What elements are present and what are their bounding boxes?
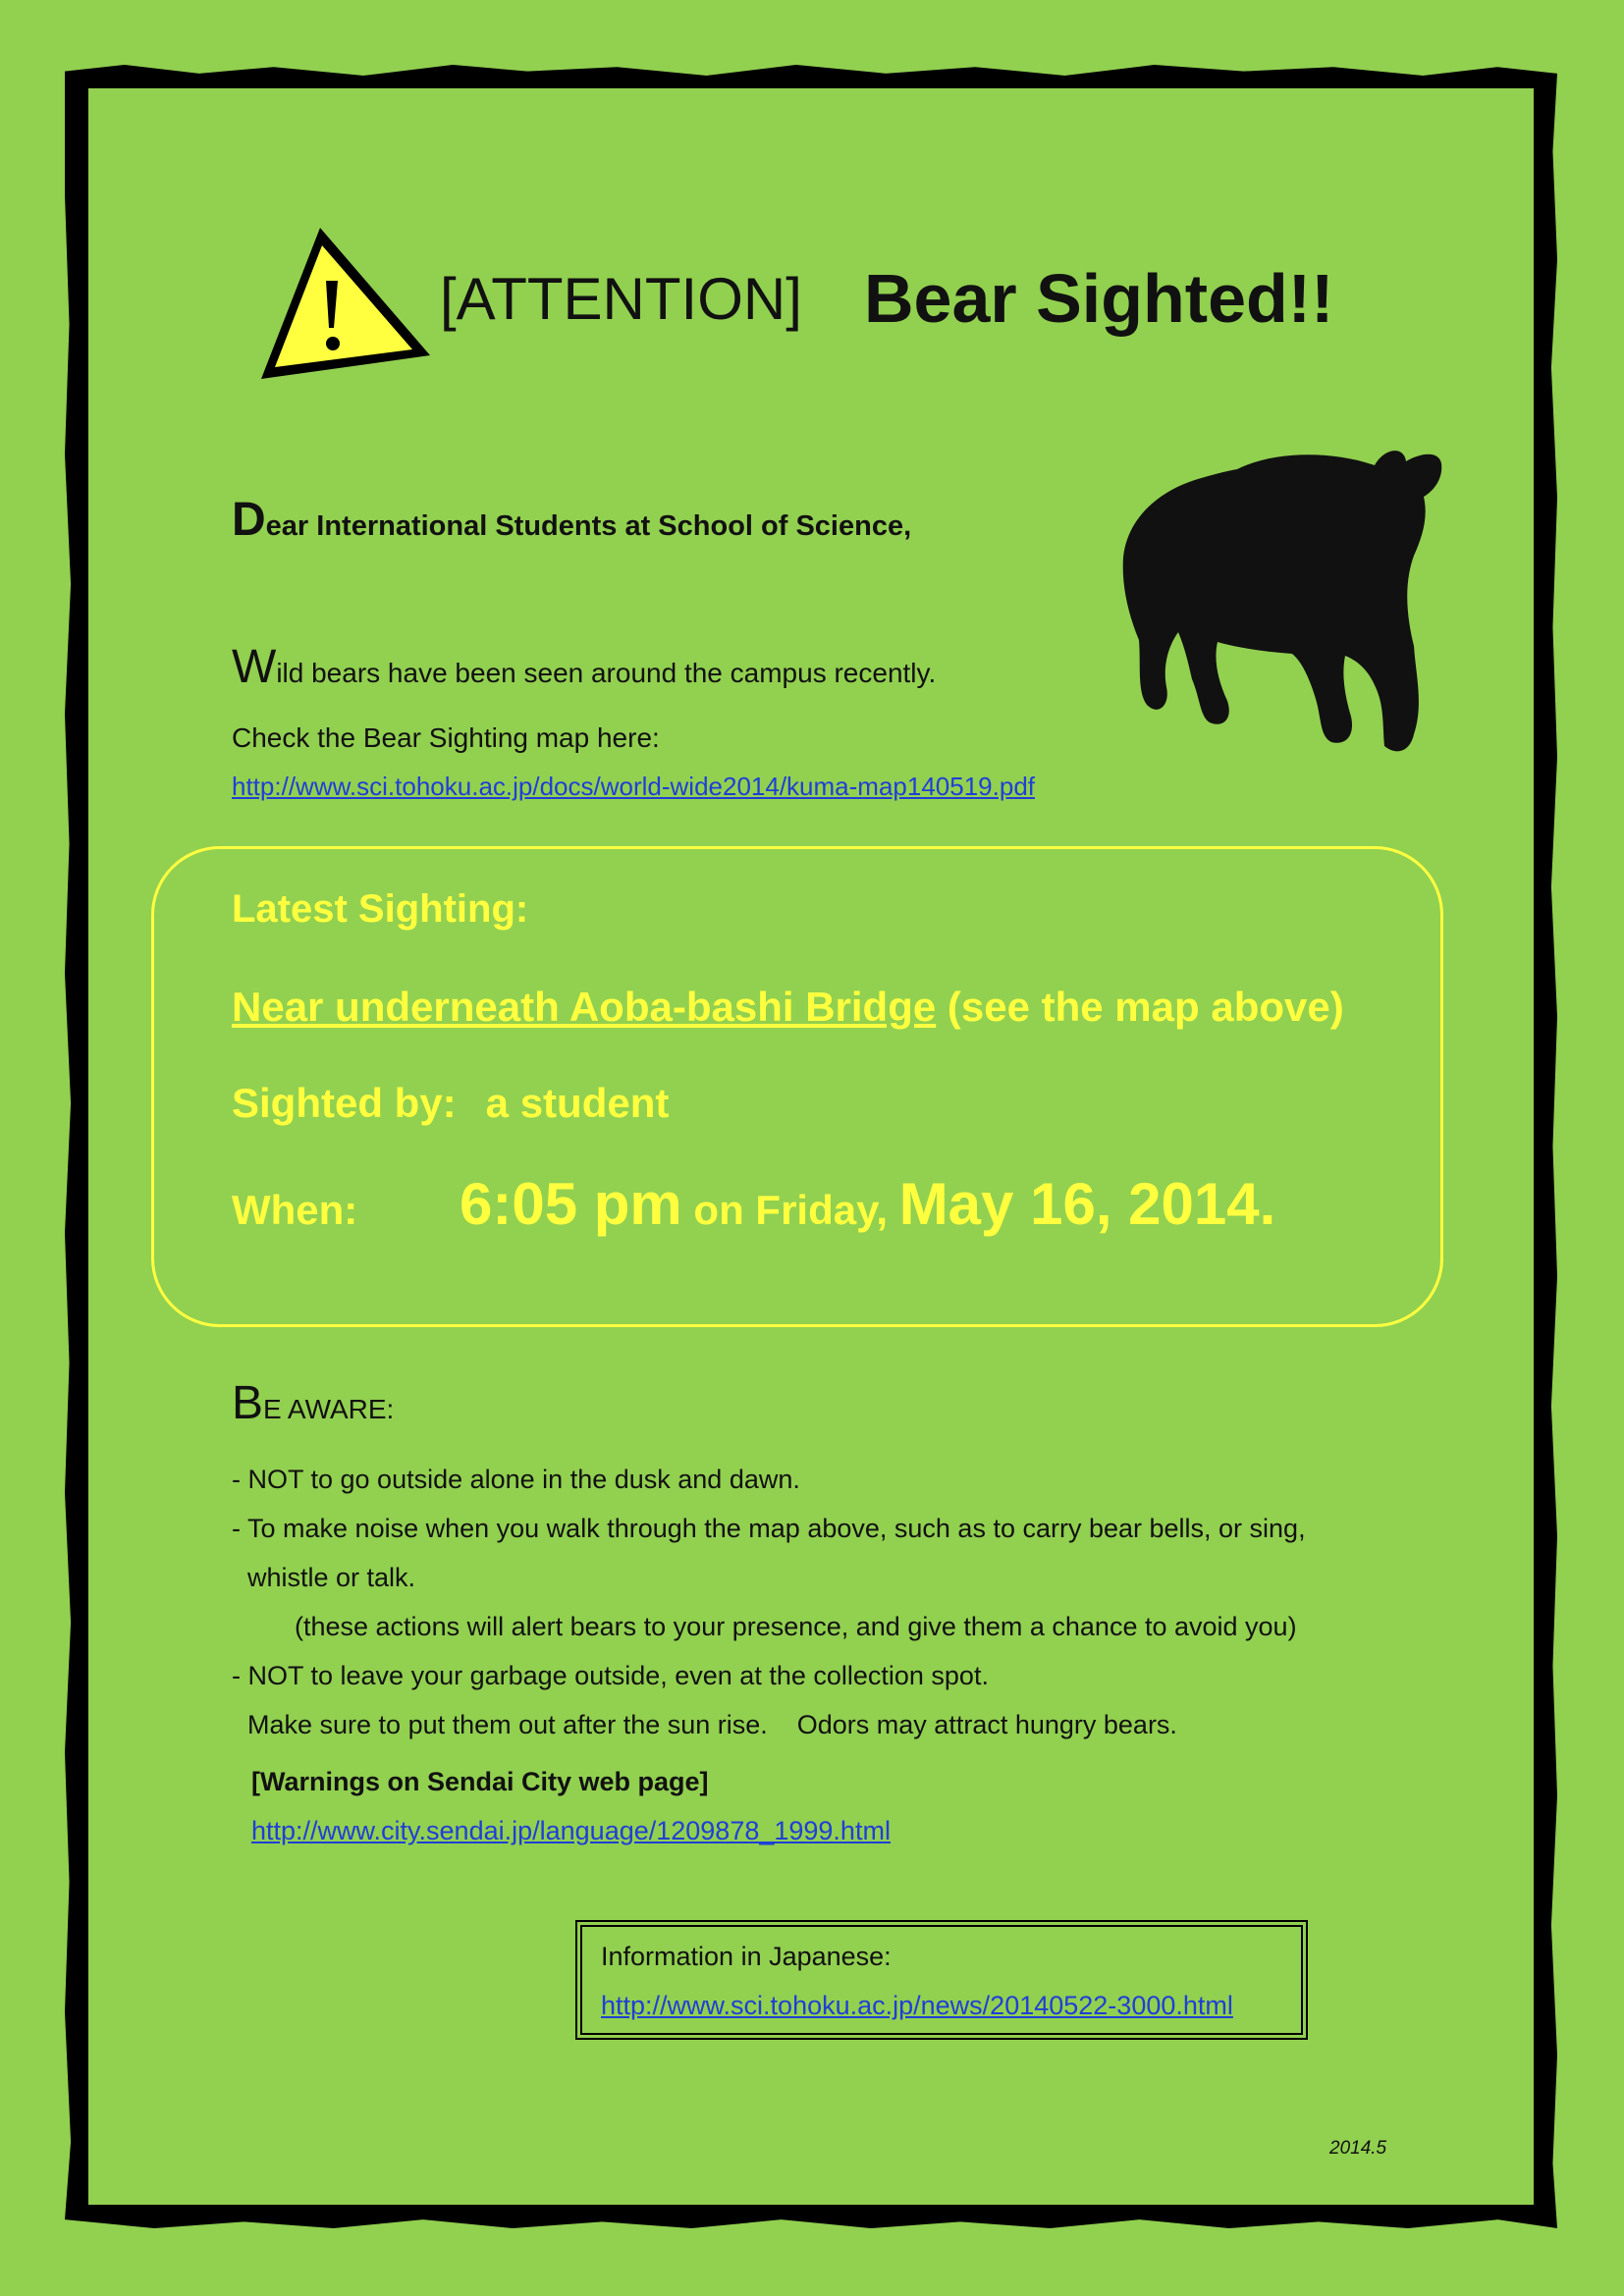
sighting-when (232, 1170, 1275, 1238)
bear-map-link[interactable]: http://www.sci.tohoku.ac.jp/docs/world-wide2014/kuma-map140519.pdf (232, 772, 1035, 801)
sighting-location (232, 984, 1344, 1031)
page-title: Bear Sighted!! (864, 260, 1334, 337)
when-label: When: (232, 1187, 358, 1233)
map-prompt: Check the Bear Sighting map here: (232, 722, 660, 753)
sighting-location-name: Near underneath Aoba-bashi Bridge (232, 984, 937, 1030)
japanese-info-box (575, 1920, 1308, 2040)
list-item: (these actions will alert bears to your presence, and give them a chance to avoid you) (295, 1612, 1297, 1641)
greeting (232, 493, 911, 547)
be-aware-initial: B (232, 1377, 264, 1429)
list-item: - To make noise when you walk through the map above, such as to carry bear bells, or sing, (232, 1514, 1306, 1543)
attention-label: [ATTENTION] (440, 266, 802, 332)
list-item: Make sure to put them out after the sun rise. Odors may attract hungry bears. (247, 1710, 1177, 1739)
greeting-initial: D (232, 494, 266, 546)
sendai-city-link[interactable]: http://www.city.sendai.jp/language/1209878_1999.html (251, 1816, 891, 1845)
list-item: - NOT to leave your garbage outside, even at the collection spot. (232, 1661, 989, 1690)
sighting-location-note: (see the map above) (936, 984, 1344, 1030)
intro-initial: W (232, 641, 277, 693)
sighting-date: May 16, 2014. (898, 1171, 1276, 1237)
list-item: - NOT to go outside alone in the dusk and dawn. (232, 1465, 800, 1494)
sighted-by-value: a student (485, 1080, 670, 1126)
intro-body: ild bears have been seen around the campus recently. (276, 658, 937, 688)
sighting-day: on Friday, (681, 1187, 899, 1233)
greeting-text: ear International Students at School of Science, (265, 510, 912, 542)
sendai-warnings-label: [Warnings on Sendai City web page] (251, 1767, 709, 1796)
be-aware-heading (232, 1376, 394, 1430)
intro-text (232, 640, 936, 694)
be-aware-text: E AWARE: (263, 1394, 395, 1424)
warning-icon (257, 224, 434, 385)
bear-silhouette-icon (1119, 440, 1473, 760)
list-item: whistle or talk. (247, 1563, 416, 1592)
sighted-by-label: Sighted by: (232, 1080, 457, 1126)
sighted-by (232, 1080, 669, 1127)
safety-rules-list (232, 1455, 1306, 1749)
japanese-info-link[interactable]: http://www.sci.tohoku.ac.jp/news/20140522-3000.html (601, 1991, 1233, 2020)
latest-sighting-heading: Latest Sighting: (232, 887, 529, 931)
japanese-info-label: Information in Japanese: (601, 1942, 892, 1971)
sighting-time: 6:05 pm (460, 1171, 682, 1237)
footer-date: 2014.5 (1329, 2138, 1387, 2159)
